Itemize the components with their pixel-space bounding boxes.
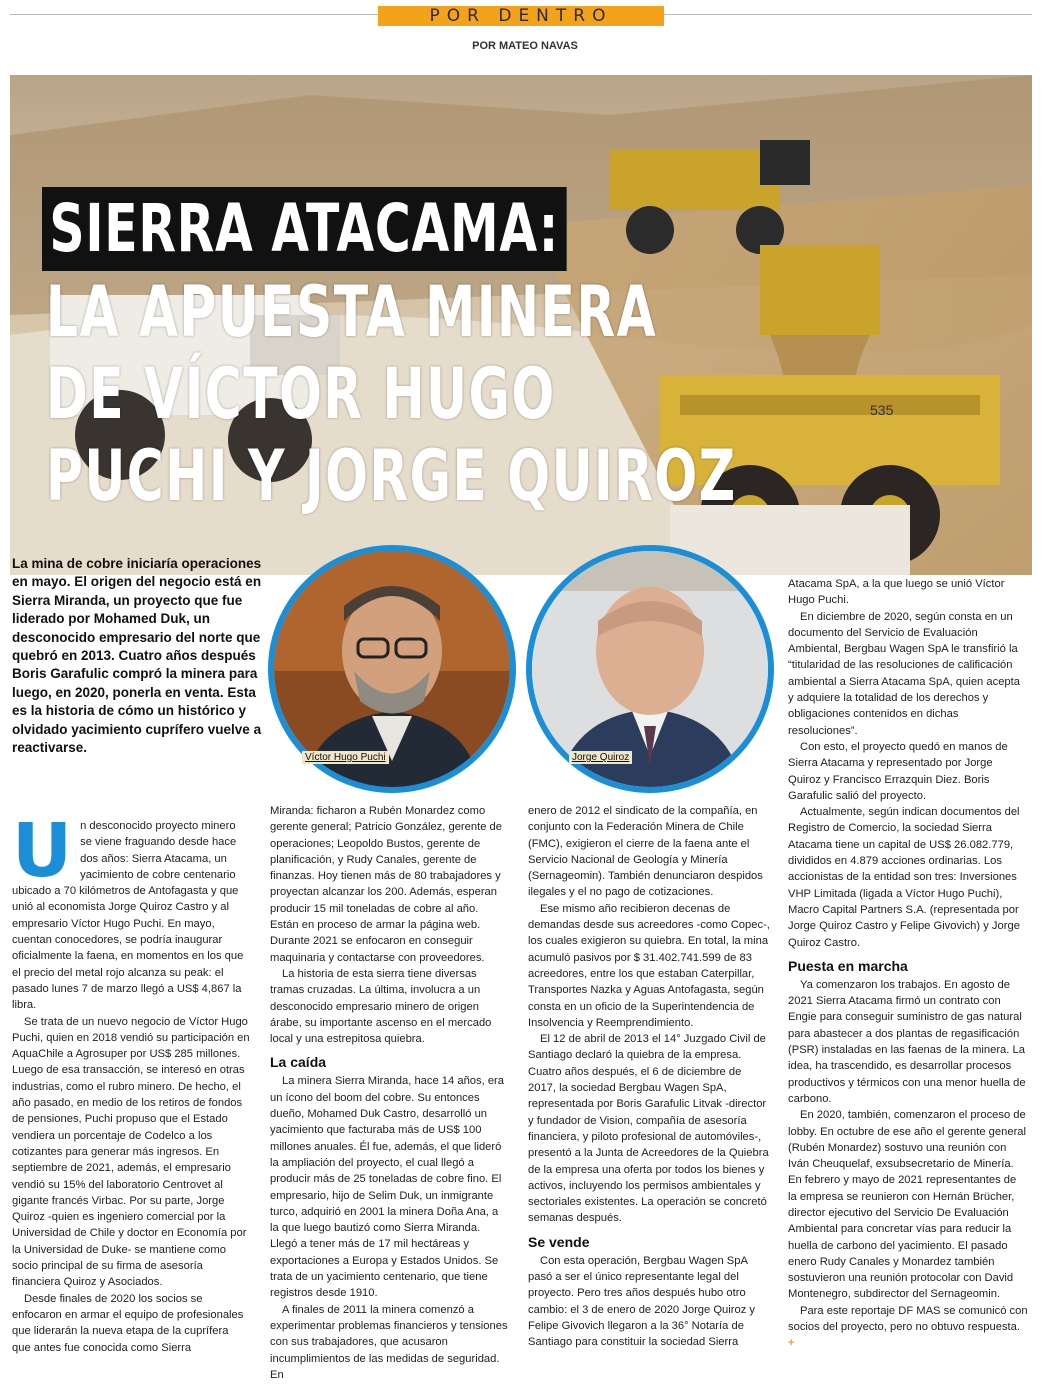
body-column-2 (270, 803, 510, 1383)
paragraph: A finales de 2011 la minera comenzó a experimentar problemas financieros y tensiones con sus trabajadores, que acusaron incumplimientos de las medidas de seguridad. En (270, 1303, 508, 1381)
portrait-jorge-quiroz (526, 545, 774, 793)
paragraph: La historia de esta sierra tiene diversas tramas cruzadas. La última, involucra a un desconocido empresario minero de origen árabe, su importante ascenso en el mercado local y una estrepitosa quiebra. (270, 967, 492, 1046)
paragraph: La minera Sierra Miranda, hace 14 años, era un ícono del boom del cobre. Su entonces dueño, Mohamed Duk Castro, desarrolló un yacimiento que facturaba más de US$ 100 millones anuales. Él fue, además, el que lideró la ampliación del proyecto, el cual llegó a producir más de 25 toneladas de cobre fino. El empresario, hijo de Selim Duk, un inmigrante turco, adquirió en 2001 la minera Doña Ana, a la que luego bautizó como Sierra Miranda. Llegó a tener más de 17 mil hectáreas y exportaciones a Europa y Estados Unidos. Se trata de un yacimiento centenario, que tiene registros desde 1910. (270, 1075, 505, 1300)
hero-image (10, 75, 1032, 575)
headline-line-3: DE VÍCTOR HUGO (46, 353, 556, 435)
body-column-3 (528, 803, 770, 1351)
paragraph: Atacama SpA, a la que luego se unió Víctor Hugo Puchi. (788, 578, 1005, 607)
body-column-1 (12, 808, 250, 1356)
paragraph: enero de 2012 el sindicato de la compañía, en conjunto con la Federación Minera de Chile (FMC), exigieron el cierre de la faena ante el Servicio Nacional de Geología y Minería (Sernageomin). También denunciaron despidos ilegales y el no pago de cotizaciones. (528, 805, 763, 899)
paragraph: Ese mismo año recibieron decenas de demandas desde sus acreedores -como Copec-, los cuales exigieron su quiebra. En total, la mina acumuló pasivos por $ 31.402.741.599 de 83 acreedores, entre los que estaban Caterpillar, Transportes Nazka y Aguas Antofagasta, según consta en un oficio de la Superintendencia de Insolvencia y Reemprendimiento. (528, 902, 770, 1029)
paragraph: Se trata de un nuevo negocio de Víctor Hugo Puchi, quien en 2018 vendió su participación en AquaChile a Agrosuper por US$ 285 millones. Luego de esa transacción, se interesó en otras industrias, como el rubro minero. De hecho, el año pasado, en medio de los retiros de fondos de pensiones, Puchi propuso que el Estado vendiera un porcentaje de Codelco a los cotizantes para generar más ingresos. En septiembre de 2021, además, el empresario vendió su 15% del laboratorio Centrovet al gigante francés Virbac. Por su parte, Jorge Quiroz -quien es ingeniero comercial por la Universidad de Chile y doctor en Economía por la Universidad de Duke- se mantiene como socio principal de su firma de asesoría financiera Quiroz y Asociados. (12, 1015, 250, 1289)
subheading: Se vende (528, 1233, 590, 1250)
end-mark: + (788, 1337, 795, 1350)
headline-line-2: LA APUESTA MINERA (46, 271, 658, 353)
byline: POR MATEO NAVAS (472, 40, 578, 52)
paragraph: Con esta operación, Bergbau Wagen SpA pasó a ser el único representante legal del proyecto. Pero tres años después hubo otro cambio: el 3 de enero de 2020 Jorge Quiroz y Felipe Givovich llegaron a la 36° Notaría de Santiago para constituir la sociedad Sierra (528, 1254, 755, 1349)
svg-text:535: 535 (870, 402, 894, 418)
paragraph: Desde finales de 2020 los socios se enfocaron en armar el equipo de profesionales que liderarán la nueva etapa de la cuprífera que antes fue conocida como Sierra (12, 1292, 244, 1354)
paragraph: El 12 de abril de 2013 el 14° Juzgado Civil de Santiago declaró la quiebra de la empresa. Cuatro años después, el 6 de diciembre de 2017, la sociedad Bergbau Wagen SpA, representada por Boris Garafulic Litvak -director y fundador de Vision, compañía de asesoría financiera, y piloto profesional de automóviles-, presentó a la Junta de Acreedores de la Quiebra de la empresa una oferta por todos los bienes y activos, incluyendo los permisos ambientales y sectoriales existentes. La operación se concretó semanas después. (528, 1033, 769, 1225)
lead-paragraph: La mina de cobre iniciaría operaciones en mayo. El origen del negocio está en Sierra Miranda, un proyecto que fue liderado por Mohamed Duk, un desconocido empresario del norte que quebró en 2013. Cuatro años después Boris Garafulic compró la minera para luego, en 2020, ponerla en venta. Esta es la historia de cómo un histórico y olvidado yacimiento cuprífero vuelve a reactivarse. (12, 556, 262, 756)
paragraph: n desconocido proyecto minero se viene fraguando desde hace dos años: Sierra Atacama, un yacimiento de cobre centenario ubicado a 70 kilómetros de Antofagasta y que unió al economista Jorge Quiroz Castro y al empresario Víctor Hugo Puchi. En mayo, cuentan conocedores, se podría inaugurar oficialmente la faena, en momentos en los que el precio del metal rojo alcanza su peak: el pasado lunes 7 de marzo llegó a US$ 4,867 la libra. (12, 820, 244, 1012)
paragraph (788, 1303, 1028, 1352)
headline-lines (46, 271, 737, 517)
paragraph: Ya comenzaron los trabajos. En agosto de 2021 Sierra Atacama firmó un contrato con Engie para conseguir suministro de gas natural para abastecer a dos plantas de regasificación (PSR) instaladas en las faenas de la minera. La idea, ha trascendido, es desarrollar procesos productivos y térmicos con una menor huella de carbono. (788, 978, 1026, 1105)
closing-text: Para este reportaje DF MAS se comunicó con socios del proyecto, pero no obtuvo respuesta. (788, 1304, 1028, 1334)
caption-puchi: Víctor Hugo Puchi (302, 751, 389, 764)
paragraph: En 2020, también, comenzaron el proceso de lobby. En octubre de ese año el gerente general (Rubén Monardez) sostuvo una reunión con Iván Cheuquelaf, exsubsecretario de Minería. En febrero y mayo de 2021 representantes de la empresa se reunieron con Hernán Brücher, director ejecutivo del Servicio De Evaluación Ambiental para concretar vías para reducir la huella de carbono del yacimiento. El pasado enero Rudy Canales y Monardez también sostuvieron una reunión protocolar con David Montenegro, subdirector del Sernageomin. (788, 1109, 1027, 1301)
caption-quiroz: Jorge Quiroz (569, 751, 632, 764)
subheading: La caída (270, 1054, 327, 1071)
drop-cap: U (12, 808, 73, 894)
paragraph: Actualmente, según indican documentos del Registro de Comercio, la sociedad Sierra Atacama tiene un capital de US$ 26.082.779, divididos en 4.879 acciones ordinarias. Los accionistas de la entidad son tres: Inversiones VHP Limitada (ligada a Víctor Hugo Puchi), Macro Capital Partners S.A. (representada por Jorge Quiroz Castro y Felipe Givovich) y Jorge Quiroz Castro. (788, 806, 1020, 949)
subheading: Puesta en marcha (788, 957, 908, 974)
section-tag: POR DENTRO (378, 6, 664, 26)
paragraph: Con esto, el proyecto quedó en manos de Sierra Atacama y representado por Jorge Quiroz y Francisco Errazquin Diez. Boris Garafulic salió del proyecto. (788, 740, 1008, 802)
paragraph: Miranda: ficharon a Rubén Monardez como gerente general; Patricio González, gerente de operaciones; Leopoldo Bustos, gerente de planificación, y Rudy Canales, gerente de finanzas. Hoy tienen más de 80 trabajadores y proyectan alcanzar los 200. Además, esperan producir 15 mil toneladas de cobre al año. Están en proceso de armar la página web. Durante 2021 se enfocaron en conseguir maquinaria y contactarse con proveedores. (270, 805, 502, 964)
body-column-4 (788, 576, 1028, 1352)
headline-line-4: PUCHI Y JORGE QUIROZ (46, 435, 737, 517)
paragraph: En diciembre de 2020, según consta en un documento del Servicio de Evaluación Ambiental, Bergbau Wagen SpA le transfirió la “titularidad de las resoluciones de calificación ambiental a Sierra Atacama SpA, quien acepta y adquiere la totalidad de los derechos y obligaciones contenidos en dichas resoluciones”. (788, 610, 1020, 737)
headline-line-1: SIERRA ATACAMA: (42, 187, 566, 271)
